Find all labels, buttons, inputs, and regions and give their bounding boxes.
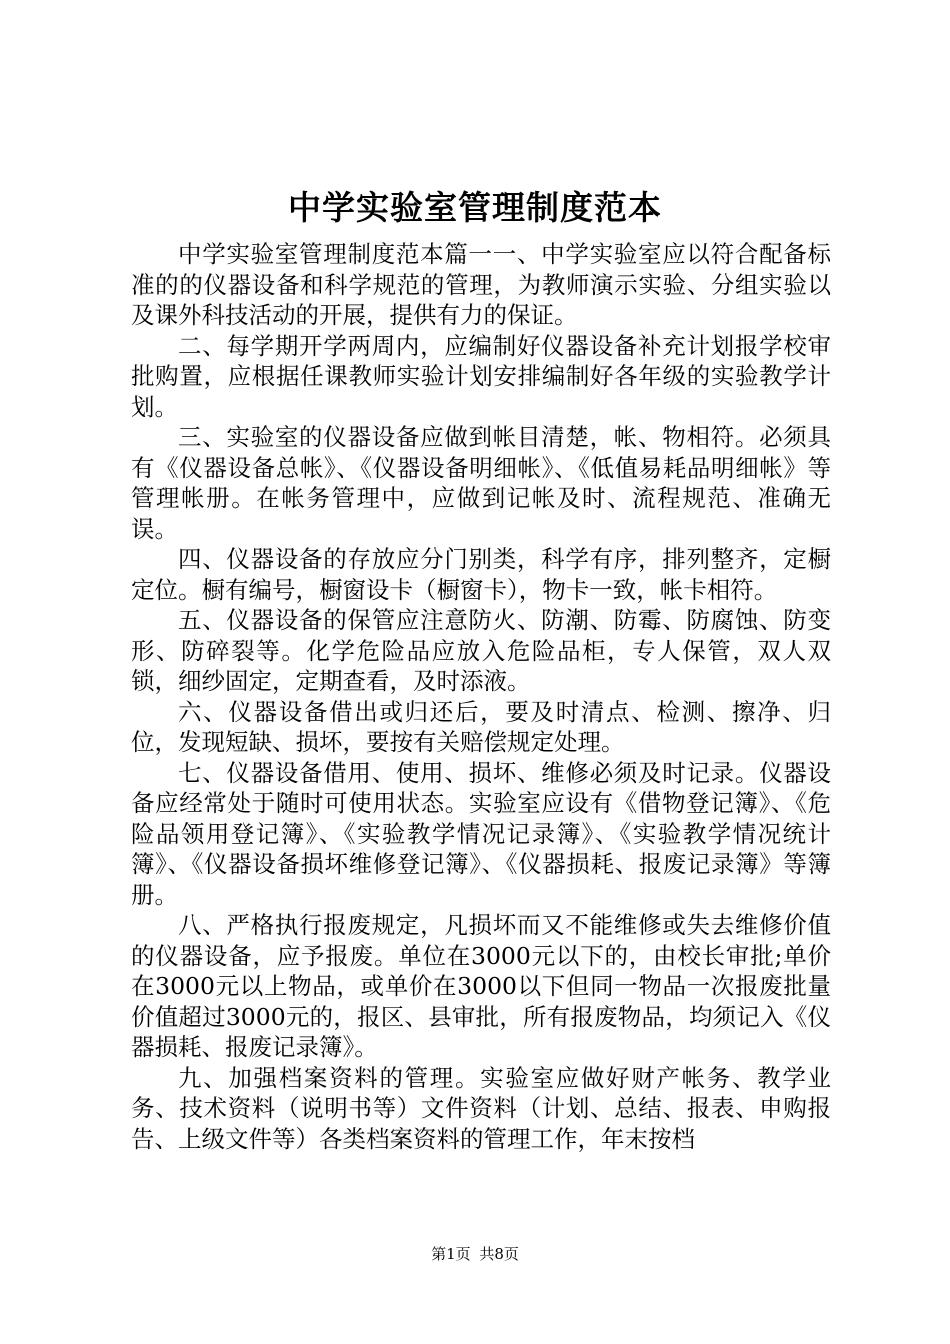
- paragraph-5: 五、仪器设备的保管应注意防火、防潮、防霉、防腐蚀、防变形、防碎裂等。化学危险品应放入危险品柜，专人保管，双人双锁，细纱固定，定期查看，及时添液。: [131, 606, 831, 695]
- paragraph-9: 九、加强档案资料的管理。实验室应做好财产帐务、教学业务、技术资料（说明书等）文件资料（计划、总结、报表、申购报告、上级文件等）各类档案资料的管理工作，年末按档: [131, 1063, 831, 1153]
- page-number-current: 第1页: [431, 1245, 471, 1263]
- page-number-total: 共8页: [479, 1245, 519, 1263]
- paragraph-4: 四、仪器设备的存放应分门别类，科学有序，排列整齐，定橱定位。橱有编号，橱窗设卡（橱窗卡），物卡一致，帐卡相符。: [131, 545, 831, 604]
- document-title: 中学实验室管理制度范本: [288, 188, 662, 227]
- paragraph-8: 八、严格执行报废规定，凡损坏而又不能维修或失去维修价值的仪器设备，应予报废。单位在3000元以下的，由校长审批;单价在3000元以上物品，或单价在3000以下但同一物品一次报废批量价值超过3000元的，报区、县审批，所有报废物品，均须记入《仪器损耗、报废记录簿》。: [131, 911, 831, 1061]
- document-body: [131, 239, 831, 1154]
- paragraph-6: 六、仪器设备借出或归还后，要及时清点、检测、擦净、归位，发现短缺、损坏，要按有关赔偿规定处理。: [131, 697, 831, 756]
- paragraph-1: 中学实验室管理制度范本篇一一、中学实验室应以符合配备标准的的仪器设备和科学规范的管理，为教师演示实验、分组实验以及课外科技活动的开展，提供有力的保证。: [131, 240, 831, 329]
- page-footer: [0, 1244, 950, 1264]
- paragraph-2: 二、每学期开学两周内，应编制好仪器设备补充计划报学校审批购置，应根据任课教师实验计划安排编制好各年级的实验教学计划。: [131, 331, 831, 421]
- paragraph-7: 七、仪器设备借用、使用、损坏、维修必须及时记录。仪器设备应经常处于随时可使用状态。实验室应设有《借物登记簿》、《危险品领用登记簿》、《实验教学情况记录簿》、《实验教学情况统计簿》、《仪器设备损坏维修登记簿》、《仪器损耗、报废记录簿》等簿册。: [131, 758, 831, 909]
- paragraph-3: 三、实验室的仪器设备应做到帐目清楚，帐、物相符。必须具有《仪器设备总帐》、《仪器设备明细帐》、《低值易耗品明细帐》等管理帐册。在帐务管理中，应做到记帐及时、流程规范、准确无误。: [131, 423, 831, 543]
